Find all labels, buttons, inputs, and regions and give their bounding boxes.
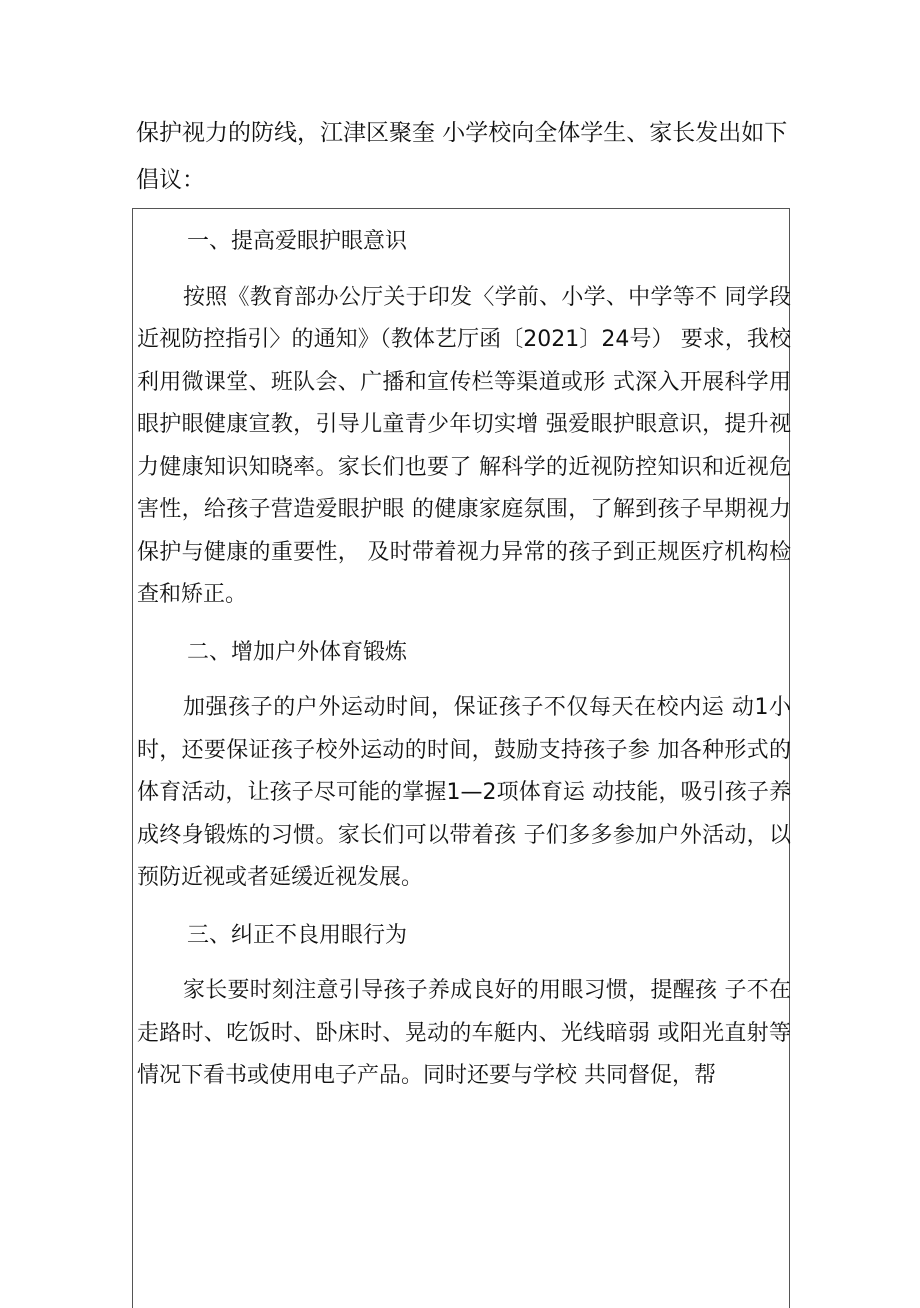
section-2-heading: 二、增加户外体育锻炼 (187, 639, 408, 665)
section-1-heading: 一、提高爱眼护眼意识 (187, 229, 408, 254)
section-3-heading: 三、纠正不良用眼行为 (187, 922, 408, 948)
section-1-paragraph: 按照《教育部办公厅关于印发〈学前、小学、中学等不 同学段近视防控指引〉的通知》（教体艺厅函〔2021〕24号） 要求，我校利用微课堂、班队会、广播和宣传栏等渠道或形 式深入开展科学用眼护眼健康宣教，引导儿童青少年切实增 强爱眼护眼意识，提升视力健康知识知晓率。家长们也要了 解科学的近视防控知识和近视危害性，给孩子营造爱眼护眼 的健康家庭氛围，了解到孩子早期视力保护与健康的重要性， 及时带着视力异常的孩子到正规医疗机构检查和矫正。 (137, 284, 791, 607)
section-2-paragraph: 加强孩子的户外运动时间，保证孩子不仅每天在校内运 动1小时，还要保证孩子校外运动的时间，鼓励支持孩子参 加各种形式的体育活动，让孩子尽可能的掌握1—2项体育运 动技能，吸引孩子养成终身锻炼的习惯。家长们可以带着孩 子们多多参加户外活动，以预防近视或者延缓近视发展。 (137, 695, 791, 890)
proposal-box (132, 208, 790, 1308)
section-3-paragraph: 家长要时刻注意引导孩子养成良好的用眼习惯，提醒孩 子不在走路时、吃饭时、卧床时、晃动的车艇内、光线暗弱 或阳光直射等情况下看书或使用电子产品。同时还要与学校 共同督促，帮 (137, 978, 791, 1088)
intro-paragraph: 保护视力的防线，江津区聚奎 小学校向全体学生、家长发出如下倡议： (136, 120, 788, 193)
proposal-content (137, 221, 791, 1098)
